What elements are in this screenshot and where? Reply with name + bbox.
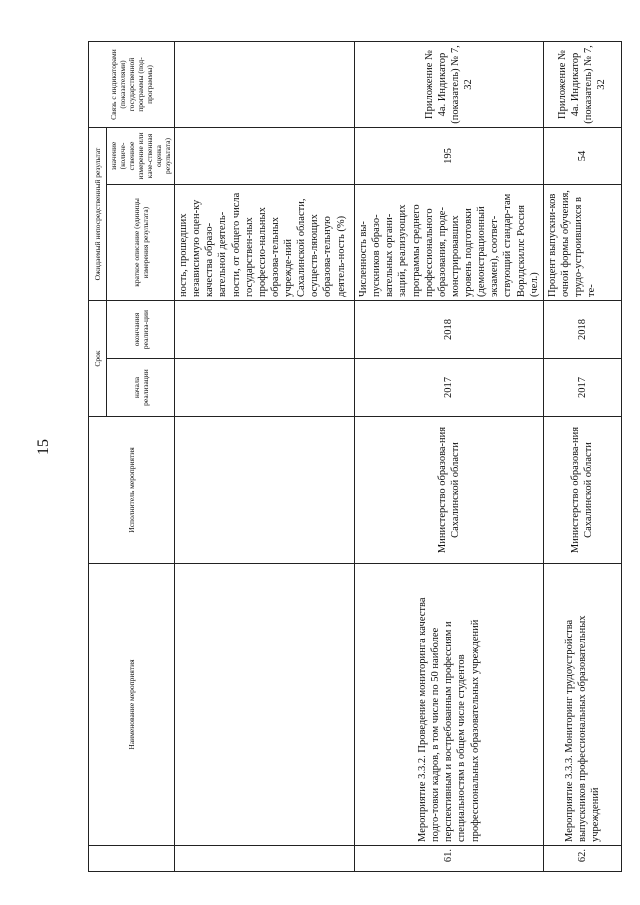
executor: Министерство образова-ния Сахалинской области: [543, 417, 621, 564]
measure-name: Мероприятие 3.3.2. Проведение мониторинга качества подго-товки кадров, в том числе по 50 наиболее перспективным и востребованным профессиям и специальностям в общем числе студентов профессиональных образовательных учреждений: [355, 564, 544, 846]
row-number: 62.: [543, 846, 621, 872]
header-link: Связь с индикаторами (показателями) государственной программы (под-программы): [89, 42, 175, 128]
indicator-link: Приложение № 4а. Индикатор (показатель) № 7, 32: [355, 42, 544, 128]
header-start: начала реализации: [107, 359, 175, 417]
executor: Министерство образова-ния Сахалинской области: [355, 417, 544, 564]
header-executor: Исполнитель мероприятия: [89, 417, 175, 564]
table-row: [175, 42, 355, 872]
result-description: ность, прошедших независимую оцен-ку качества образо-вательной деятель-ности, от общего числа государствен-ных профессио-нальных образова-тельных учрежде-ний Сахалинской области, осуществ-ляющих образова-тельную деятель-ность (%): [175, 185, 355, 301]
header-end: окончания реализа-ции: [107, 301, 175, 359]
end-year: [175, 301, 355, 359]
table-row: [543, 42, 621, 872]
page-number: 15: [35, 439, 52, 455]
end-year: 2018: [543, 301, 621, 359]
start-year: 2017: [543, 359, 621, 417]
result-value: [175, 128, 355, 185]
indicator-link: Приложение № 4а. Индикатор (показатель) № 7, 32: [543, 42, 621, 128]
rotated-table-wrapper: [88, 2, 613, 872]
table-row: [355, 42, 544, 872]
header-row-1: [89, 42, 107, 872]
header-expected: Ожидаемый непосредственный результат: [89, 128, 107, 301]
header-short-desc: краткое описание (единицы измерения результата): [107, 185, 175, 301]
header-value: значение (количе-ственное измерение или каче-ственная оценка результата): [107, 128, 175, 185]
row-number: 61.: [355, 846, 544, 872]
result-description: Численность вы-пускников образо-вательных органи-заций, реализующих программы среднего профессионального образования, проде-монстрировавших уровень подготовки (демонстрационный экзамен), соответ-ствующий стандар-там Ворлдскиллс Россия (чел.): [355, 185, 544, 301]
end-year: 2018: [355, 301, 544, 359]
measures-table: [88, 41, 622, 872]
header-name: Наименование мероприятия: [89, 564, 175, 846]
header-num: [89, 846, 175, 872]
executor: [175, 417, 355, 564]
header-term: Срок: [89, 301, 107, 417]
result-value: 54: [543, 128, 621, 185]
result-value: 195: [355, 128, 544, 185]
result-description: Процент выпускни-ков очной формы обучения, трудо-устроившихся в те-: [543, 185, 621, 301]
start-year: 2017: [355, 359, 544, 417]
indicator-link: [175, 42, 355, 128]
measure-name: [175, 564, 355, 846]
row-number: [175, 846, 355, 872]
measure-name: Мероприятие 3.3.3. Мониторинг трудоустройства выпускников профессиональных образовательных учреждений: [543, 564, 621, 846]
start-year: [175, 359, 355, 417]
